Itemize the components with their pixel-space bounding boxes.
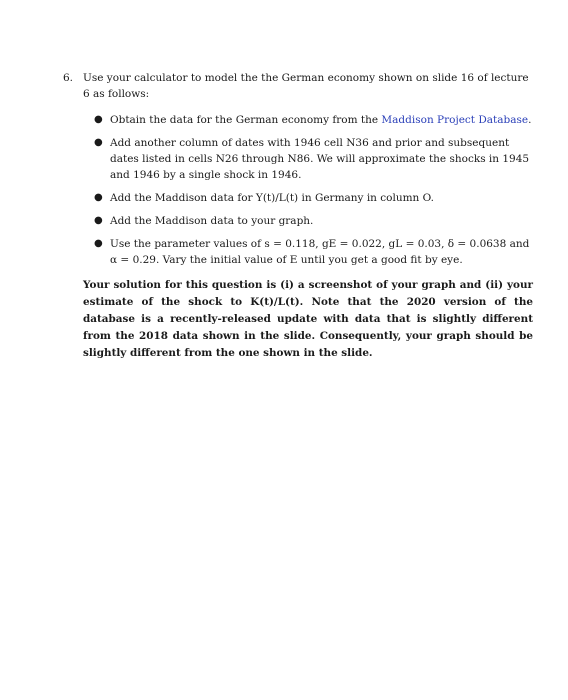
list-item [91,213,533,229]
instruction-list [63,112,533,268]
bullet-icon: ● [94,137,103,148]
question-number: 6. [63,72,74,84]
item-text: Add the Maddison data for Y(t)/L(t) in Germany in column O. [110,192,434,204]
question-6 [63,70,533,362]
answer-instructions: Your solution for this question is (i) a screenshot of your graph and (ii) your estimate of the shock to K(t)/L(t). Note that the 2020 version of the database is a recently-released update with data that is slightly different from the 2018 data shown in the slide. Consequently, your graph should be slightly different from the one shown in the slide. [83,279,533,359]
item-text-pre: Obtain the data for the German economy from the [110,114,382,126]
list-item [91,236,533,268]
list-item [91,135,533,183]
question-intro: Use your calculator to model the the German economy shown on slide 16 of lecture 6 as follows: [83,72,529,100]
bullet-icon: ● [94,238,103,249]
bullet-icon: ● [94,192,103,203]
item-text-post: . [528,114,532,126]
question-header [63,70,533,102]
bullet-icon: ● [94,114,103,125]
list-item [91,190,533,206]
bullet-icon: ● [94,215,103,226]
item-text: Add another column of dates with 1946 cell N36 and prior and subsequent dates listed in cells N26 through N86. We will approximate the shocks in 1945 and 1946 by a single shock in 1946. [110,137,530,181]
item-text: Use the parameter values of s = 0.118, gE = 0.022, gL = 0.03, δ = 0.0638 and α = 0.29. Vary the initial value of E until you get a good fit by eye. [110,238,530,266]
list-item [91,112,533,128]
maddison-database-link[interactable]: Maddison Project Database [381,114,529,126]
item-text: Add the Maddison data to your graph. [110,215,314,227]
